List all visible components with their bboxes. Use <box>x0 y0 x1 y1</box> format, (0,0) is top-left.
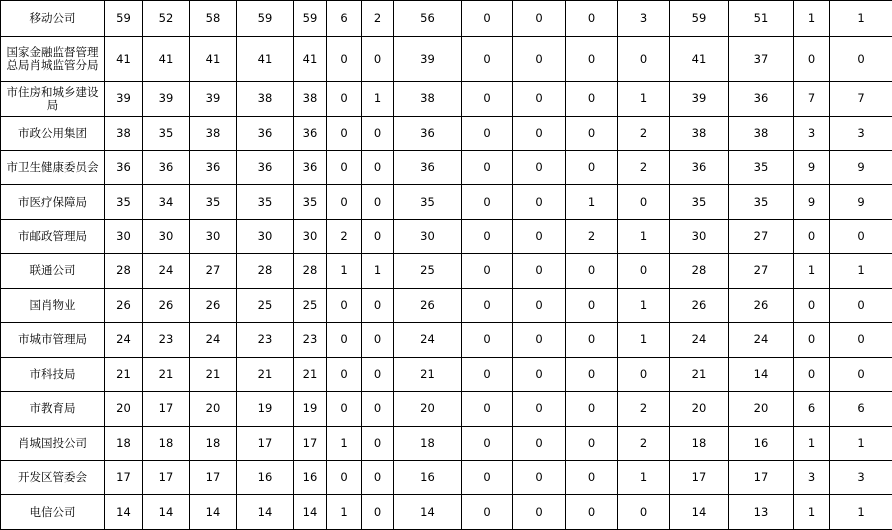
value-cell: 36 <box>190 150 237 184</box>
value-cell: 0 <box>462 1 513 37</box>
value-cell: 20 <box>190 392 237 426</box>
value-cell: 56 <box>394 1 462 37</box>
value-cell: 21 <box>143 357 190 391</box>
value-cell: 17 <box>190 461 237 495</box>
value-cell: 25 <box>394 254 462 288</box>
value-cell: 17 <box>237 426 294 460</box>
value-cell: 9 <box>794 150 830 184</box>
value-cell: 0 <box>362 150 394 184</box>
value-cell: 1 <box>794 495 830 530</box>
value-cell: 16 <box>237 461 294 495</box>
value-cell: 59 <box>670 1 729 37</box>
unit-name-cell: 市卫生健康委员会 <box>1 150 105 184</box>
value-cell: 0 <box>794 37 830 82</box>
value-cell: 6 <box>830 392 892 426</box>
value-cell: 38 <box>105 116 143 150</box>
value-cell: 24 <box>190 323 237 357</box>
value-cell: 35 <box>143 116 190 150</box>
value-cell: 9 <box>830 150 892 184</box>
unit-name-cell: 电信公司 <box>1 495 105 530</box>
value-cell: 38 <box>190 116 237 150</box>
value-cell: 27 <box>729 219 794 253</box>
value-cell: 18 <box>105 426 143 460</box>
value-cell: 0 <box>462 426 513 460</box>
value-cell: 26 <box>190 288 237 322</box>
value-cell: 16 <box>294 461 327 495</box>
value-cell: 0 <box>513 323 566 357</box>
value-cell: 0 <box>794 357 830 391</box>
value-cell: 0 <box>462 461 513 495</box>
value-cell: 0 <box>327 461 362 495</box>
value-cell: 18 <box>394 426 462 460</box>
value-cell: 0 <box>327 323 362 357</box>
value-cell: 28 <box>105 254 143 288</box>
value-cell: 21 <box>394 357 462 391</box>
table-row <box>1 150 892 184</box>
value-cell: 2 <box>618 116 670 150</box>
value-cell: 0 <box>362 392 394 426</box>
value-cell: 0 <box>566 392 618 426</box>
value-cell: 0 <box>513 219 566 253</box>
value-cell: 36 <box>237 150 294 184</box>
value-cell: 24 <box>394 323 462 357</box>
value-cell: 1 <box>794 1 830 37</box>
value-cell: 41 <box>670 37 729 82</box>
value-cell: 0 <box>327 37 362 82</box>
value-cell: 13 <box>729 495 794 530</box>
unit-name-cell: 市教育局 <box>1 392 105 426</box>
value-cell: 0 <box>327 392 362 426</box>
value-cell: 9 <box>830 185 892 219</box>
value-cell: 0 <box>513 357 566 391</box>
value-cell: 0 <box>566 150 618 184</box>
value-cell: 1 <box>830 495 892 530</box>
value-cell: 17 <box>105 461 143 495</box>
value-cell: 0 <box>327 82 362 116</box>
value-cell: 41 <box>190 37 237 82</box>
value-cell: 0 <box>362 357 394 391</box>
unit-name-cell: 肖城国投公司 <box>1 426 105 460</box>
value-cell: 0 <box>566 82 618 116</box>
value-cell: 0 <box>618 495 670 530</box>
value-cell: 30 <box>237 219 294 253</box>
value-cell: 0 <box>327 288 362 322</box>
value-cell: 20 <box>729 392 794 426</box>
value-cell: 36 <box>670 150 729 184</box>
value-cell: 0 <box>462 116 513 150</box>
value-cell: 0 <box>566 426 618 460</box>
unit-name-cell: 移动公司 <box>1 1 105 37</box>
value-cell: 0 <box>513 461 566 495</box>
table-row <box>1 495 892 530</box>
value-cell: 30 <box>143 219 190 253</box>
value-cell: 14 <box>729 357 794 391</box>
value-cell: 0 <box>830 37 892 82</box>
value-cell: 0 <box>462 185 513 219</box>
value-cell: 23 <box>143 323 190 357</box>
value-cell: 0 <box>794 288 830 322</box>
value-cell: 28 <box>294 254 327 288</box>
value-cell: 41 <box>237 37 294 82</box>
table-row <box>1 288 892 322</box>
value-cell: 59 <box>294 1 327 37</box>
value-cell: 0 <box>362 116 394 150</box>
value-cell: 41 <box>105 37 143 82</box>
value-cell: 2 <box>618 150 670 184</box>
table-row <box>1 392 892 426</box>
value-cell: 1 <box>362 82 394 116</box>
value-cell: 0 <box>794 219 830 253</box>
value-cell: 35 <box>394 185 462 219</box>
value-cell: 35 <box>670 185 729 219</box>
value-cell: 1 <box>830 1 892 37</box>
value-cell: 0 <box>513 288 566 322</box>
value-cell: 24 <box>143 254 190 288</box>
value-cell: 21 <box>105 357 143 391</box>
value-cell: 35 <box>729 150 794 184</box>
value-cell: 0 <box>513 37 566 82</box>
table-row <box>1 461 892 495</box>
value-cell: 0 <box>513 150 566 184</box>
value-cell: 0 <box>462 37 513 82</box>
value-cell: 0 <box>462 288 513 322</box>
value-cell: 59 <box>237 1 294 37</box>
unit-name-cell: 市邮政管理局 <box>1 219 105 253</box>
table-row <box>1 116 892 150</box>
value-cell: 58 <box>190 1 237 37</box>
value-cell: 3 <box>794 116 830 150</box>
value-cell: 35 <box>105 185 143 219</box>
unit-name-cell: 联通公司 <box>1 254 105 288</box>
value-cell: 0 <box>327 185 362 219</box>
unit-name-cell: 市医疗保障局 <box>1 185 105 219</box>
value-cell: 25 <box>237 288 294 322</box>
value-cell: 0 <box>566 37 618 82</box>
value-cell: 38 <box>729 116 794 150</box>
value-cell: 26 <box>670 288 729 322</box>
value-cell: 0 <box>566 254 618 288</box>
value-cell: 3 <box>618 1 670 37</box>
value-cell: 0 <box>566 1 618 37</box>
value-cell: 16 <box>729 426 794 460</box>
value-cell: 17 <box>294 426 327 460</box>
unit-name-cell: 国家金融监督管理总局肖城监管分局 <box>1 37 105 82</box>
table-row <box>1 185 892 219</box>
value-cell: 36 <box>105 150 143 184</box>
value-cell: 38 <box>237 82 294 116</box>
table-row <box>1 37 892 82</box>
value-cell: 0 <box>566 461 618 495</box>
value-cell: 2 <box>327 219 362 253</box>
value-cell: 21 <box>670 357 729 391</box>
value-cell: 38 <box>670 116 729 150</box>
value-cell: 1 <box>794 254 830 288</box>
value-cell: 7 <box>830 82 892 116</box>
value-cell: 18 <box>670 426 729 460</box>
value-cell: 0 <box>362 288 394 322</box>
value-cell: 14 <box>670 495 729 530</box>
value-cell: 18 <box>143 426 190 460</box>
value-cell: 39 <box>670 82 729 116</box>
value-cell: 2 <box>618 426 670 460</box>
value-cell: 21 <box>237 357 294 391</box>
value-cell: 0 <box>513 82 566 116</box>
value-cell: 36 <box>294 150 327 184</box>
value-cell: 21 <box>294 357 327 391</box>
value-cell: 19 <box>237 392 294 426</box>
value-cell: 30 <box>670 219 729 253</box>
value-cell: 17 <box>729 461 794 495</box>
value-cell: 0 <box>566 288 618 322</box>
value-cell: 6 <box>794 392 830 426</box>
value-cell: 14 <box>294 495 327 530</box>
value-cell: 1 <box>362 254 394 288</box>
value-cell: 1 <box>618 461 670 495</box>
value-cell: 30 <box>294 219 327 253</box>
value-cell: 51 <box>729 1 794 37</box>
table-row <box>1 82 892 116</box>
value-cell: 36 <box>394 116 462 150</box>
value-cell: 0 <box>513 392 566 426</box>
value-cell: 0 <box>618 185 670 219</box>
value-cell: 0 <box>362 495 394 530</box>
value-cell: 17 <box>670 461 729 495</box>
value-cell: 0 <box>830 357 892 391</box>
value-cell: 1 <box>794 426 830 460</box>
value-cell: 14 <box>105 495 143 530</box>
value-cell: 24 <box>670 323 729 357</box>
table-row <box>1 1 892 37</box>
value-cell: 0 <box>513 185 566 219</box>
value-cell: 1 <box>327 254 362 288</box>
value-cell: 0 <box>362 323 394 357</box>
value-cell: 2 <box>566 219 618 253</box>
value-cell: 0 <box>462 219 513 253</box>
value-cell: 0 <box>462 82 513 116</box>
value-cell: 30 <box>105 219 143 253</box>
unit-name-cell: 市城市管理局 <box>1 323 105 357</box>
value-cell: 26 <box>729 288 794 322</box>
value-cell: 0 <box>618 37 670 82</box>
value-cell: 2 <box>618 392 670 426</box>
value-cell: 20 <box>670 392 729 426</box>
value-cell: 14 <box>237 495 294 530</box>
unit-name-cell: 国肖物业 <box>1 288 105 322</box>
value-cell: 1 <box>566 185 618 219</box>
value-cell: 0 <box>513 254 566 288</box>
value-cell: 14 <box>190 495 237 530</box>
value-cell: 0 <box>513 1 566 37</box>
table-row <box>1 323 892 357</box>
value-cell: 0 <box>513 426 566 460</box>
unit-name-cell: 市住房和城乡建设局 <box>1 82 105 116</box>
value-cell: 20 <box>394 392 462 426</box>
value-cell: 26 <box>394 288 462 322</box>
value-cell: 1 <box>830 426 892 460</box>
value-cell: 1 <box>830 254 892 288</box>
table-row <box>1 219 892 253</box>
value-cell: 30 <box>394 219 462 253</box>
value-cell: 28 <box>670 254 729 288</box>
value-cell: 0 <box>830 288 892 322</box>
value-cell: 36 <box>143 150 190 184</box>
value-cell: 38 <box>394 82 462 116</box>
value-cell: 18 <box>190 426 237 460</box>
value-cell: 1 <box>618 288 670 322</box>
value-cell: 0 <box>462 357 513 391</box>
value-cell: 25 <box>294 288 327 322</box>
value-cell: 0 <box>462 254 513 288</box>
value-cell: 39 <box>190 82 237 116</box>
table-body <box>1 1 892 530</box>
value-cell: 0 <box>513 495 566 530</box>
value-cell: 1 <box>327 426 362 460</box>
value-cell: 0 <box>618 357 670 391</box>
value-cell: 28 <box>237 254 294 288</box>
value-cell: 41 <box>294 37 327 82</box>
value-cell: 23 <box>237 323 294 357</box>
value-cell: 1 <box>618 323 670 357</box>
value-cell: 24 <box>729 323 794 357</box>
unit-name-cell: 市科技局 <box>1 357 105 391</box>
table-row <box>1 426 892 460</box>
value-cell: 0 <box>462 392 513 426</box>
value-cell: 35 <box>729 185 794 219</box>
value-cell: 26 <box>105 288 143 322</box>
value-cell: 0 <box>362 426 394 460</box>
value-cell: 36 <box>237 116 294 150</box>
value-cell: 17 <box>143 392 190 426</box>
value-cell: 39 <box>394 37 462 82</box>
value-cell: 0 <box>566 357 618 391</box>
value-cell: 23 <box>294 323 327 357</box>
value-cell: 39 <box>105 82 143 116</box>
value-cell: 0 <box>513 116 566 150</box>
value-cell: 35 <box>294 185 327 219</box>
value-cell: 0 <box>462 495 513 530</box>
unit-name-cell: 开发区管委会 <box>1 461 105 495</box>
value-cell: 0 <box>362 219 394 253</box>
value-cell: 0 <box>566 323 618 357</box>
value-cell: 35 <box>237 185 294 219</box>
value-cell: 19 <box>294 392 327 426</box>
value-cell: 0 <box>327 357 362 391</box>
unit-name-cell: 市政公用集团 <box>1 116 105 150</box>
table-row <box>1 254 892 288</box>
value-cell: 0 <box>362 37 394 82</box>
value-cell: 59 <box>105 1 143 37</box>
value-cell: 0 <box>462 323 513 357</box>
value-cell: 21 <box>190 357 237 391</box>
value-cell: 0 <box>327 150 362 184</box>
value-cell: 1 <box>618 219 670 253</box>
value-cell: 37 <box>729 37 794 82</box>
value-cell: 0 <box>462 150 513 184</box>
value-cell: 27 <box>729 254 794 288</box>
value-cell: 0 <box>618 254 670 288</box>
value-cell: 36 <box>394 150 462 184</box>
value-cell: 0 <box>566 116 618 150</box>
value-cell: 38 <box>294 82 327 116</box>
value-cell: 0 <box>327 116 362 150</box>
value-cell: 16 <box>394 461 462 495</box>
value-cell: 0 <box>362 185 394 219</box>
value-cell: 3 <box>830 116 892 150</box>
value-cell: 1 <box>618 82 670 116</box>
value-cell: 52 <box>143 1 190 37</box>
value-cell: 7 <box>794 82 830 116</box>
value-cell: 20 <box>105 392 143 426</box>
value-cell: 0 <box>794 323 830 357</box>
value-cell: 41 <box>143 37 190 82</box>
value-cell: 0 <box>362 461 394 495</box>
table-row <box>1 357 892 391</box>
value-cell: 26 <box>143 288 190 322</box>
value-cell: 17 <box>143 461 190 495</box>
value-cell: 6 <box>327 1 362 37</box>
value-cell: 1 <box>327 495 362 530</box>
value-cell: 35 <box>190 185 237 219</box>
value-cell: 36 <box>294 116 327 150</box>
value-cell: 24 <box>105 323 143 357</box>
value-cell: 36 <box>729 82 794 116</box>
value-cell: 0 <box>830 219 892 253</box>
value-cell: 39 <box>143 82 190 116</box>
value-cell: 27 <box>190 254 237 288</box>
value-cell: 3 <box>794 461 830 495</box>
value-cell: 0 <box>830 323 892 357</box>
value-cell: 3 <box>830 461 892 495</box>
value-cell: 0 <box>566 495 618 530</box>
value-cell: 30 <box>190 219 237 253</box>
value-cell: 14 <box>394 495 462 530</box>
value-cell: 14 <box>143 495 190 530</box>
value-cell: 34 <box>143 185 190 219</box>
value-cell: 9 <box>794 185 830 219</box>
value-cell: 2 <box>362 1 394 37</box>
